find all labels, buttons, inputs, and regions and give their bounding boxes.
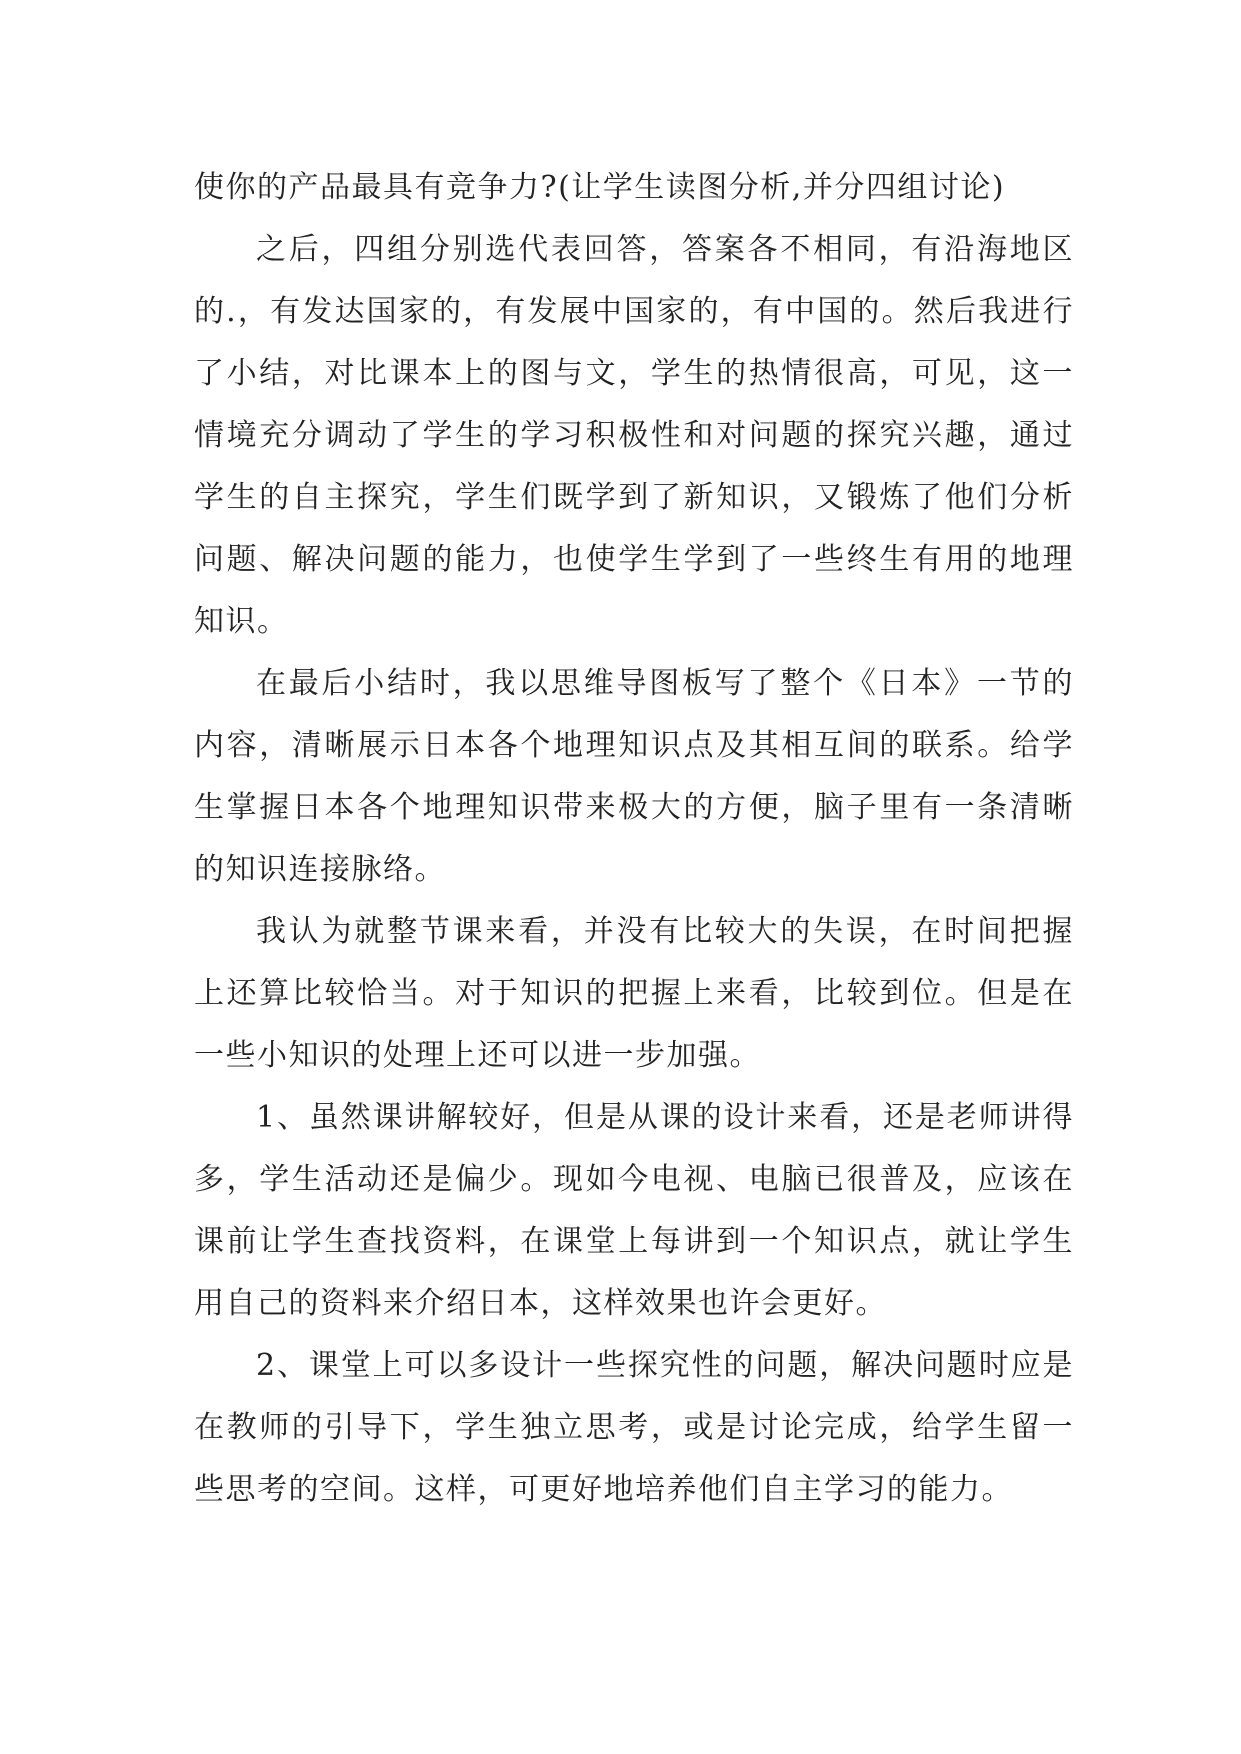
paragraph-5: 1、虽然课讲解较好，但是从课的设计来看，还是老师讲得多，学生活动还是偏少。现如今电视、电脑已很普及，应该在课前让学生查找资料，在课堂上每讲到一个知识点，就让学生用自己的资料来介绍日本，这样效果也许会更好。 xyxy=(194,1100,1074,1321)
paragraph-1: 使你的产品最具有竞争力?(让学生读图分析,并分四组讨论) xyxy=(194,170,1006,205)
document-body xyxy=(194,157,1074,1521)
paragraph-3: 在最后小结时，我以思维导图板写了整个《日本》一节的内容，清晰展示日本各个地理知识点及其相互间的联系。给学生掌握日本各个地理知识带来极大的方便，脑子里有一条清晰的知识连接脉络。 xyxy=(194,666,1074,887)
paragraph-4: 我认为就整节课来看，并没有比较大的失误，在时间把握上还算比较恰当。对于知识的把握上来看，比较到位。但是在一些小知识的处理上还可以进一步加强。 xyxy=(194,914,1074,1073)
paragraph-2: 之后，四组分别选代表回答，答案各不相同，有沿海地区的.，有发达国家的，有发展中国家的，有中国的。然后我进行了小结，对比课本上的图与文，学生的热情很高，可见，这一情境充分调动了学生的学习积极性和对问题的探究兴趣，通过学生的自主探究，学生们既学到了新知识，又锻炼了他们分析问题、解决问题的能力，也使学生学到了一些终生有用的地理知识。 xyxy=(194,232,1074,639)
paragraph-6: 2、课堂上可以多设计一些探究性的问题，解决问题时应是在教师的引导下，学生独立思考，或是讨论完成，给学生留一些思考的空间。这样，可更好地培养他们自主学习的能力。 xyxy=(194,1348,1074,1507)
